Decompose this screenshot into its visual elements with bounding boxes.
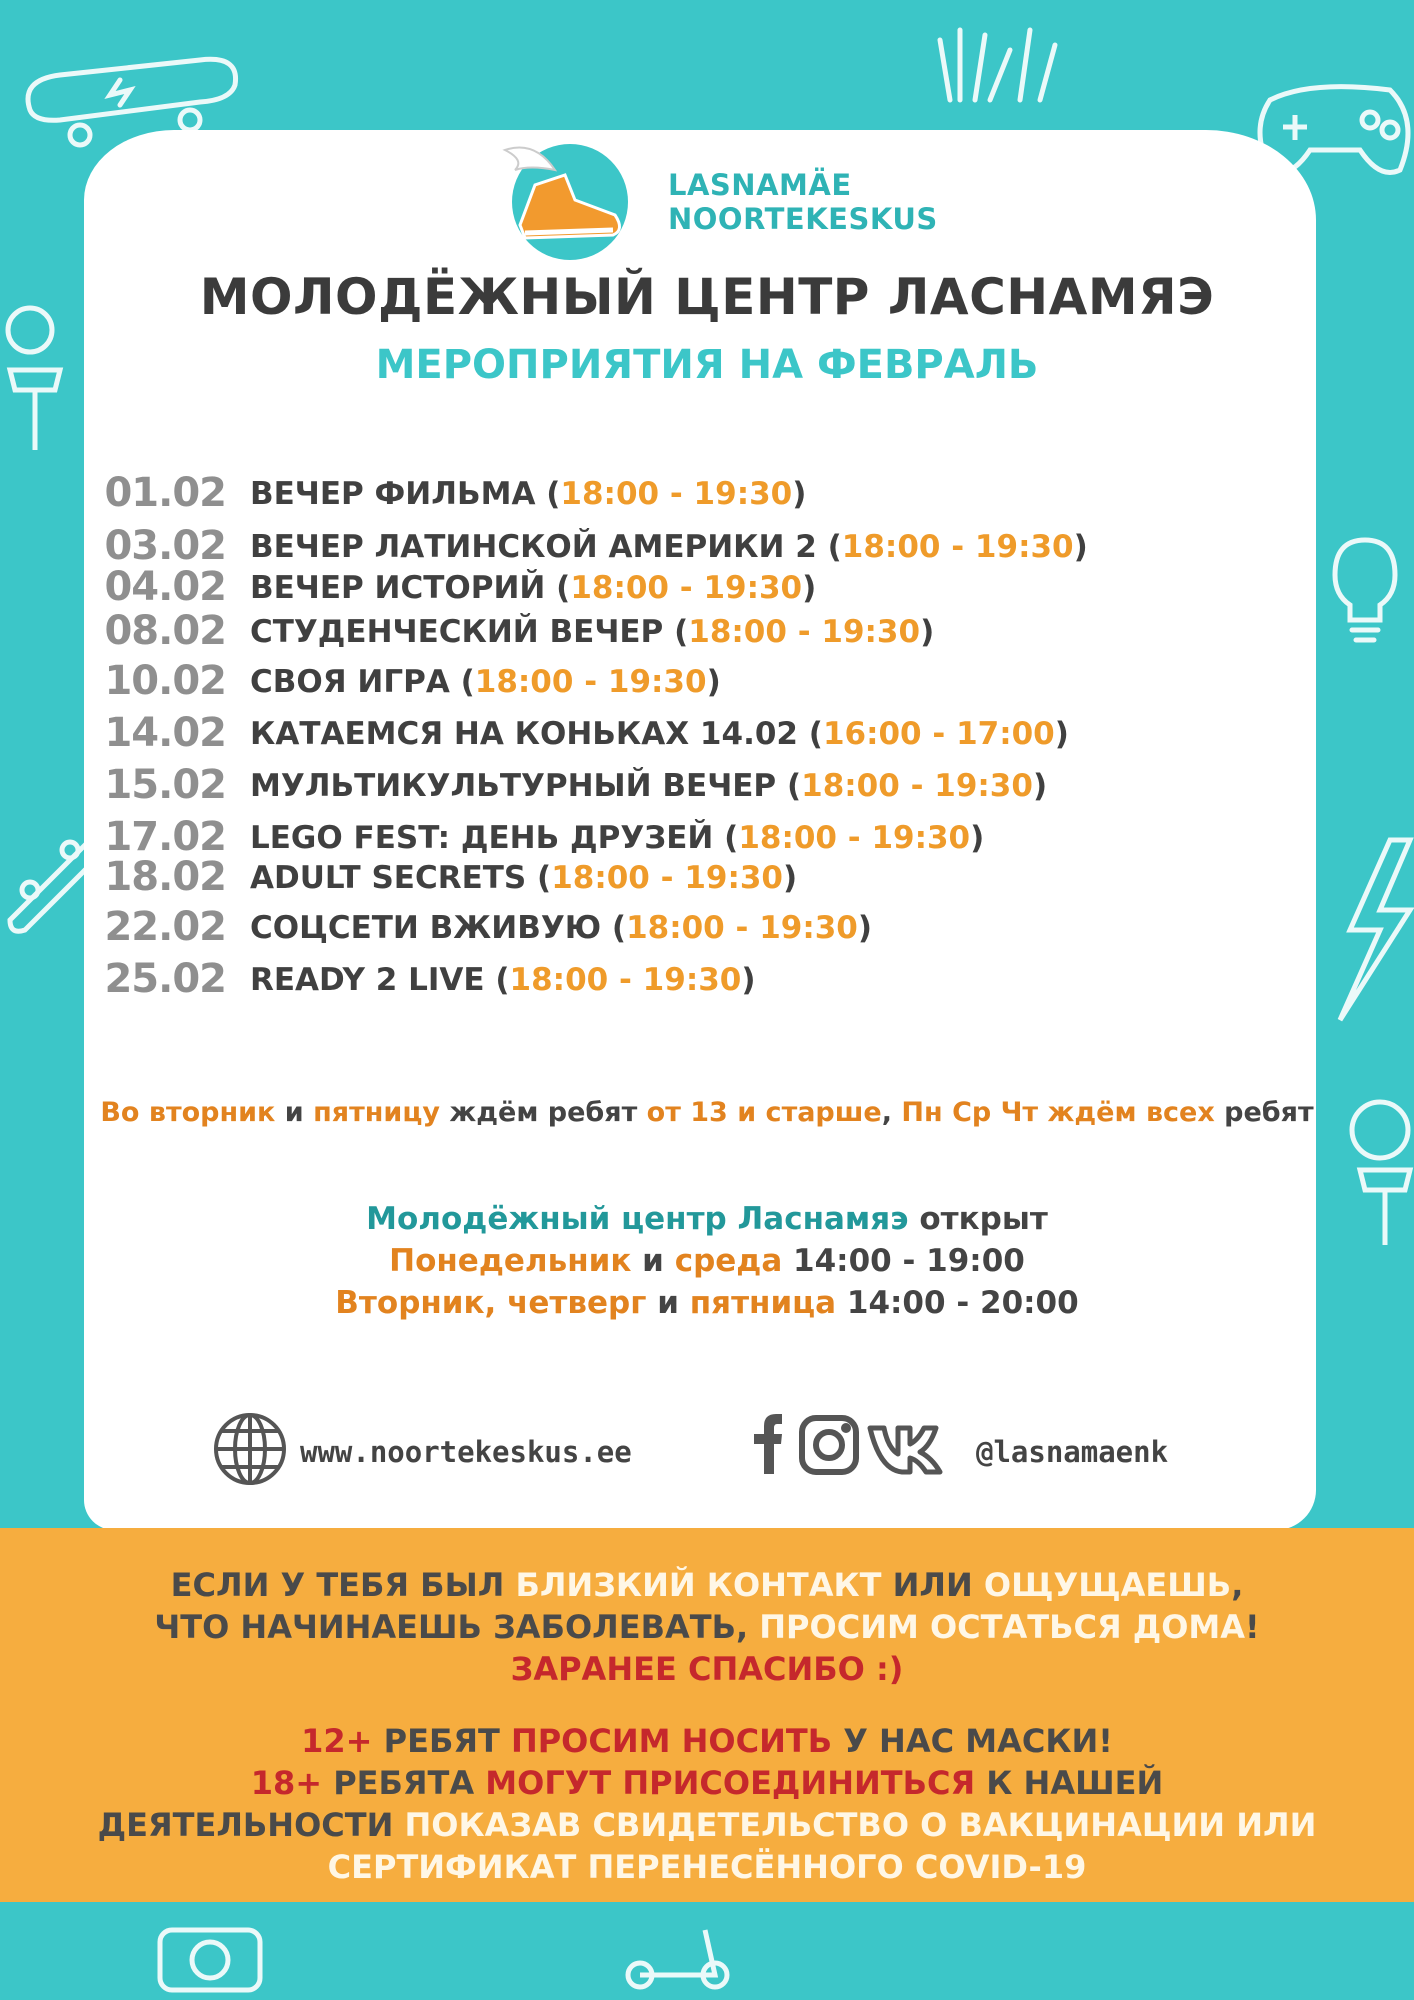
event-time: 18:00 - 19:30 [560, 476, 793, 512]
hours-line-3: Вторник, четверг и пятница 14:00 - 20:00 [335, 1285, 1079, 1321]
contacts-row [212, 1405, 1212, 1485]
event-name: СТУДЕНЧЕСКИЙ ВЕЧЕР (18:00 - 19:30) [250, 614, 935, 650]
banner-line: ЗАРАНЕЕ СПАСИБО :) [510, 1650, 904, 1688]
event-time: 18:00 - 19:30 [570, 570, 803, 606]
logo-line-1: LASNAMÄE [668, 168, 852, 202]
event-row [104, 710, 1224, 760]
event-date: 17.02 [104, 814, 226, 860]
event-name: ВЕЧЕР ЛАТИНСКОЙ АМЕРИКИ 2 (18:00 - 19:30) [250, 529, 1088, 565]
event-date: 18.02 [104, 854, 226, 900]
event-time: 18:00 - 19:30 [841, 529, 1074, 565]
age-note: Во вторник и пятницу ждём ребят от 13 и старше, Пн Ср Чт ждём всех ребят [100, 1097, 1314, 1128]
event-time: 18:00 - 19:30 [509, 962, 742, 998]
event-row [104, 564, 1224, 610]
event-row [104, 658, 1224, 708]
events-list [104, 470, 1224, 1016]
facebook-icon[interactable] [754, 1414, 782, 1474]
event-date: 04.02 [104, 564, 226, 610]
event-date: 03.02 [104, 523, 226, 569]
event-name: ВЕЧЕР ФИЛЬМА (18:00 - 19:30) [250, 476, 807, 512]
page-title: МОЛОДЁЖНЫЙ ЦЕНТР ЛАСНАМЯЭ [199, 268, 1215, 326]
event-time: 18:00 - 19:30 [551, 860, 784, 896]
event-name: СВОЯ ИГРА (18:00 - 19:30) [250, 664, 721, 700]
event-time: 18:00 - 19:30 [626, 910, 858, 946]
banner-line: 18+ РЕБЯТА МОГУТ ПРИСОЕДИНИТЬСЯ К НАШЕЙ [250, 1764, 1164, 1802]
opening-hours [0, 1198, 1414, 1324]
camera-doodle [150, 1910, 280, 2000]
event-name: МУЛЬТИКУЛЬТУРНЫЙ ВЕЧЕР (18:00 - 19:30) [250, 768, 1048, 804]
globe-icon [212, 1411, 288, 1487]
social-icons [746, 1410, 966, 1480]
banner-line: 12+ РЕБЯТ ПРОСИМ НОСИТЬ У НАС МАСКИ! [301, 1722, 1113, 1760]
website-link[interactable]: www.noortekeskus.ee [300, 1435, 632, 1469]
page-subtitle: МЕРОПРИЯТИЯ НА ФЕВРАЛЬ [375, 342, 1039, 388]
event-time: 18:00 - 19:30 [474, 664, 707, 700]
vk-icon[interactable] [870, 1428, 940, 1472]
event-date: 14.02 [104, 710, 226, 756]
event-time: 18:00 - 19:30 [801, 768, 1033, 804]
covid-banner [0, 1528, 1414, 1902]
event-row [104, 854, 1224, 904]
event-name: LEGO FEST: ДЕНЬ ДРУЗЕЙ (18:00 - 19:30) [250, 820, 985, 856]
event-date: 01.02 [104, 470, 226, 516]
event-row [104, 762, 1224, 812]
hours-line-1: Молодёжный центр Ласнамяэ открыт [366, 1201, 1048, 1237]
social-handle[interactable]: @lasnamaenk [976, 1435, 1169, 1469]
banner-line: ЕСЛИ У ТЕБЯ БЫЛ БЛИЗКИЙ КОНТАКТ ИЛИ ОЩУЩАЕШЬ, [170, 1566, 1244, 1604]
event-name: КАТАЕМСЯ НА КОНЬКАХ 14.02 (16:00 - 17:00) [250, 716, 1069, 752]
event-date: 08.02 [104, 608, 226, 654]
lightning-doodle [1330, 830, 1414, 1030]
event-row [104, 608, 1224, 658]
event-date: 15.02 [104, 762, 226, 808]
event-name: ADULT SECRETS (18:00 - 19:30) [250, 860, 798, 896]
scooter-doodle [620, 1920, 740, 2000]
event-time: 18:00 - 19:30 [688, 614, 921, 650]
event-date: 25.02 [104, 956, 226, 1002]
event-time: 18:00 - 19:30 [738, 820, 971, 856]
event-name: READY 2 LIVE (18:00 - 19:30) [250, 962, 756, 998]
banner-line: СЕРТИФИКАТ ПЕРЕНЕСЁННОГО COVID-19 [327, 1848, 1087, 1886]
banner-line: ДЕЯТЕЛЬНОСТИ ПОКАЗАВ СВИДЕТЕЛЬСТВО О ВАКЦИНАЦИИ ИЛИ [97, 1806, 1317, 1844]
event-name: СОЦСЕТИ ВЖИВУЮ (18:00 - 19:30) [250, 910, 873, 946]
hours-line-2: Понедельник и среда 14:00 - 19:00 [389, 1243, 1025, 1279]
event-date: 22.02 [104, 904, 226, 950]
event-row [104, 470, 1224, 520]
banner-line: ЧТО НАЧИНАЕШЬ ЗАБОЛЕВАТЬ, ПРОСИМ ОСТАТЬСЯ ДОМА! [154, 1608, 1260, 1646]
event-name: ВЕЧЕР ИСТОРИЙ (18:00 - 19:30) [250, 570, 817, 606]
logo-text [668, 168, 938, 236]
event-date: 10.02 [104, 658, 226, 704]
logo-line-2: NOORTEKESKUS [668, 202, 938, 236]
event-row [104, 904, 1224, 954]
lightbulb-doodle [1320, 520, 1410, 650]
hand-doodle [930, 20, 1070, 110]
event-time: 16:00 - 17:00 [822, 716, 1055, 752]
instagram-icon[interactable] [802, 1418, 856, 1472]
event-row [104, 956, 1224, 1006]
